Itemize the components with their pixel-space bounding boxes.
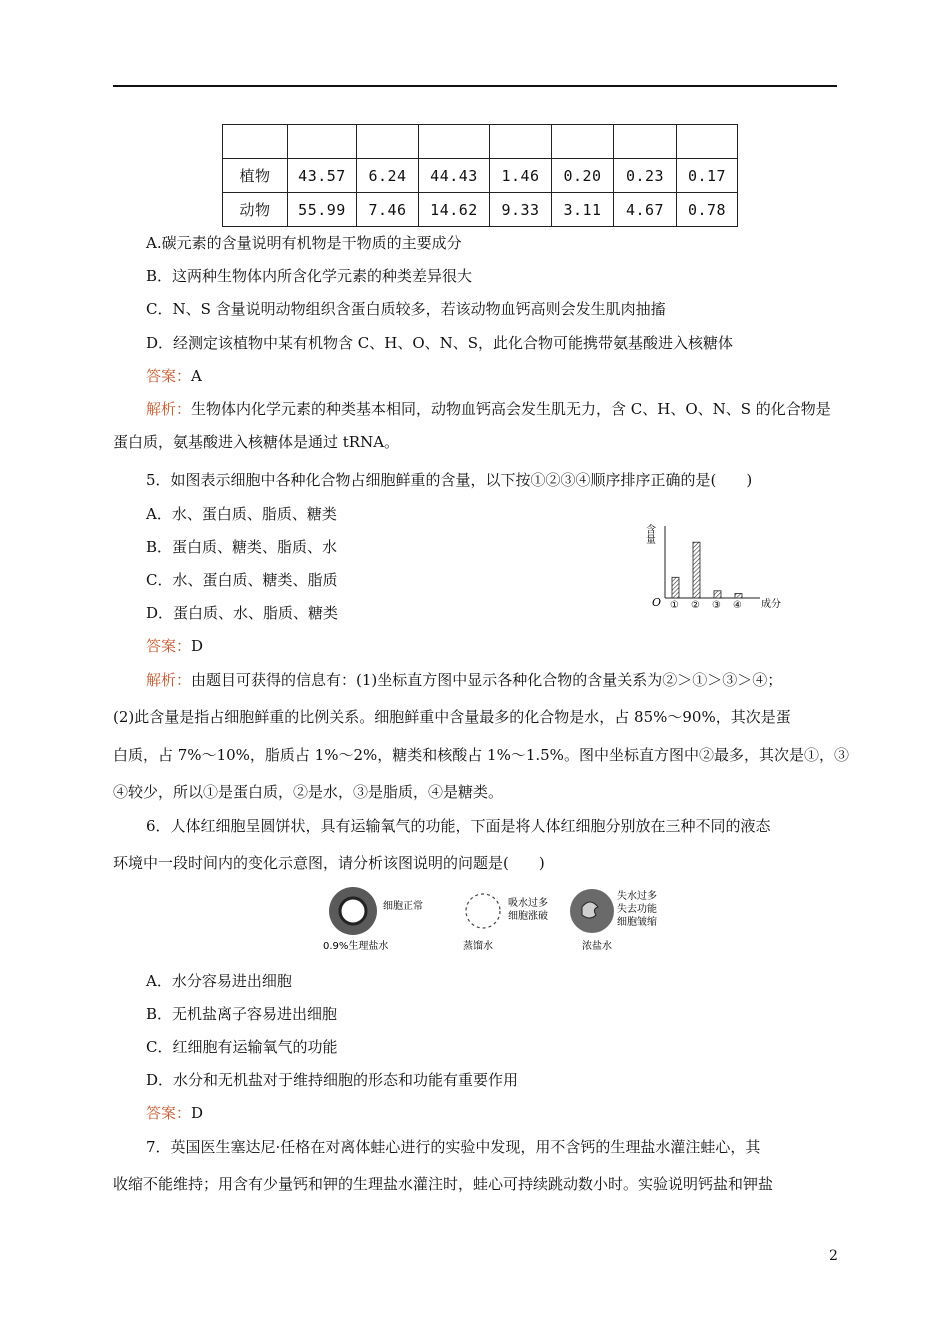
q4-analysis-line1 <box>146 399 831 419</box>
burst-cell <box>466 894 500 928</box>
q5-option-b: B．蛋白质、糖类、脂质、水 <box>146 538 338 556</box>
answer-label: 答案： <box>146 367 192 385</box>
analysis-text: 生物体内化学元素的种类基本相同，动物血钙高会发生肌无力，含 C、H、O、N、S 的化合物是 <box>191 400 831 418</box>
q6-option-c: C．红细胞有运输氧气的功能 <box>146 1038 338 1056</box>
q4-answer <box>146 366 202 386</box>
q4-option-a: A.碳元素的含量说明有机物是干物质的主要成分 <box>146 234 462 252</box>
answer-value: D <box>191 1104 204 1122</box>
table-cell <box>288 125 357 159</box>
element-content-table <box>222 124 738 227</box>
q7-stem-line2: 收缩不能维持；用含有少量钙和钾的生理盐水灌注时，蛙心可持续跳动数小时。实验说明钙盐和钾盐 <box>113 1175 774 1193</box>
table-cell <box>677 125 738 159</box>
q5-option-a: A．水、蛋白质、脂质、糖类 <box>146 505 337 523</box>
table-cell: 0.23 <box>614 159 677 193</box>
table-cell: 0.78 <box>677 193 738 227</box>
table-cell <box>614 125 677 159</box>
q4-option-d: D．经测定该植物中某有机物含 C、H、O、N、S，此化合物可能携带氨基酸进入核糖体 <box>146 334 734 352</box>
y-axis-label: 含量 <box>643 524 655 544</box>
q6-stem-line1: 6．人体红细胞呈圆饼状，具有运输氧气的功能，下面是将人体红细胞分别放在三种不同的液态 <box>146 817 771 835</box>
bar-1 <box>672 577 679 598</box>
bar-3 <box>714 591 721 598</box>
table-cell: 44.43 <box>419 159 490 193</box>
cell3-note1: 失水过多 <box>617 891 657 902</box>
q5-analysis-line2: (2)此含量是指占细胞鲜重的比例关系。细胞鲜重中含量最多的化合物是水，占 85%～90%，其次是蛋 <box>113 708 791 726</box>
analysis-text: 由题目可获得的信息有：(1)坐标直方图中显示各种化合物的含量关系为②＞①＞③＞④； <box>191 671 783 689</box>
answer-label: 答案： <box>146 1104 192 1122</box>
q6-option-d: D．水分和无机盐对于维持细胞的形态和功能有重要作用 <box>146 1071 519 1089</box>
cell2-caption: 蒸馏水 <box>463 941 493 952</box>
table-row <box>223 159 738 193</box>
origin-label: O <box>652 596 662 609</box>
q4-analysis-line2: 蛋白质，氨基酸进入核糖体是通过 tRNA。 <box>113 433 400 451</box>
q5-option-d: D．蛋白质、水、脂质、糖类 <box>146 604 339 622</box>
tick-label-2: ② <box>691 600 700 611</box>
answer-label: 答案： <box>146 637 192 655</box>
answer-value: A <box>191 367 202 385</box>
row-label: 动物 <box>223 193 288 227</box>
table-header-row <box>223 125 738 159</box>
cell3-note3: 细胞皱缩 <box>617 917 657 928</box>
q6-option-a: A．水分容易进出细胞 <box>146 972 292 990</box>
x-axis-label: 成分 <box>761 599 781 610</box>
q5-option-c: C．水、蛋白质、糖类、脂质 <box>146 571 338 589</box>
table-cell: 43.57 <box>288 159 357 193</box>
bar-2 <box>693 542 700 598</box>
analysis-label: 解析： <box>146 671 192 689</box>
answer-value: D <box>191 637 204 655</box>
row-label: 植物 <box>223 159 288 193</box>
table-cell: 4.67 <box>614 193 677 227</box>
cell2-note1: 吸水过多 <box>508 898 548 909</box>
cell1-caption: 0.9%生理盐水 <box>323 941 389 952</box>
q4-option-c: C．N、S 含量说明动物组织含蛋白质较多，若该动物血钙高则会发生肌肉抽搐 <box>146 300 666 318</box>
table-row <box>223 193 738 227</box>
q5-answer <box>146 636 203 656</box>
table-cell: 1.46 <box>490 159 552 193</box>
page-number: 2 <box>829 1248 838 1264</box>
q5-analysis-line3: 白质，占 7%～10%，脂质占 1%～2%，糖类和核酸占 1%～1.5%。图中坐标直方图中②最多，其次是①，③ <box>113 746 849 764</box>
cell3-note2: 失去功能 <box>617 904 657 915</box>
q5-stem: 5．如图表示细胞中各种化合物占细胞鲜重的含量，以下按①②③④顺序排序正确的是( ) <box>146 471 753 489</box>
table-cell: 7.46 <box>357 193 419 227</box>
cell3-caption: 浓盐水 <box>582 941 612 952</box>
table-cell: 55.99 <box>288 193 357 227</box>
cell2-note2: 细胞涨破 <box>508 911 548 922</box>
tick-label-4: ④ <box>733 600 742 611</box>
table-cell: 0.20 <box>552 159 614 193</box>
table-cell: 14.62 <box>419 193 490 227</box>
table-cell <box>223 125 288 159</box>
tick-label-1: ① <box>670 600 679 611</box>
table-cell: 3.11 <box>552 193 614 227</box>
analysis-label: 解析： <box>146 400 192 418</box>
q6-option-b: B．无机盐离子容易进出细胞 <box>146 1005 338 1023</box>
q6-answer <box>146 1103 203 1123</box>
normal-cell-center <box>340 898 366 924</box>
bar-4 <box>735 594 742 599</box>
table-cell <box>552 125 614 159</box>
table-cell: 9.33 <box>490 193 552 227</box>
q6-stem-line2: 环境中一段时间内的变化示意图，请分析该图说明的问题是( ) <box>113 854 545 872</box>
q5-analysis-line4: ④较少，所以①是蛋白质，②是水，③是脂质，④是糖类。 <box>113 783 504 801</box>
table-cell: 6.24 <box>357 159 419 193</box>
compound-content-bar-chart <box>640 520 790 612</box>
red-blood-cell-figure <box>320 883 680 959</box>
q4-option-b: B．这两种生物体内所含化学元素的种类差异很大 <box>146 267 473 285</box>
table-cell <box>490 125 552 159</box>
q5-analysis-line1 <box>146 670 782 690</box>
header-rule <box>113 85 837 87</box>
q7-stem-line1: 7．英国医生塞达尼·任格在对离体蛙心进行的实验中发现，用不含钙的生理盐水灌注蛙心，其 <box>146 1138 761 1156</box>
cell1-note: 细胞正常 <box>383 901 423 912</box>
table-cell: 0.17 <box>677 159 738 193</box>
table-cell <box>419 125 490 159</box>
table-cell <box>357 125 419 159</box>
tick-label-3: ③ <box>712 600 721 611</box>
